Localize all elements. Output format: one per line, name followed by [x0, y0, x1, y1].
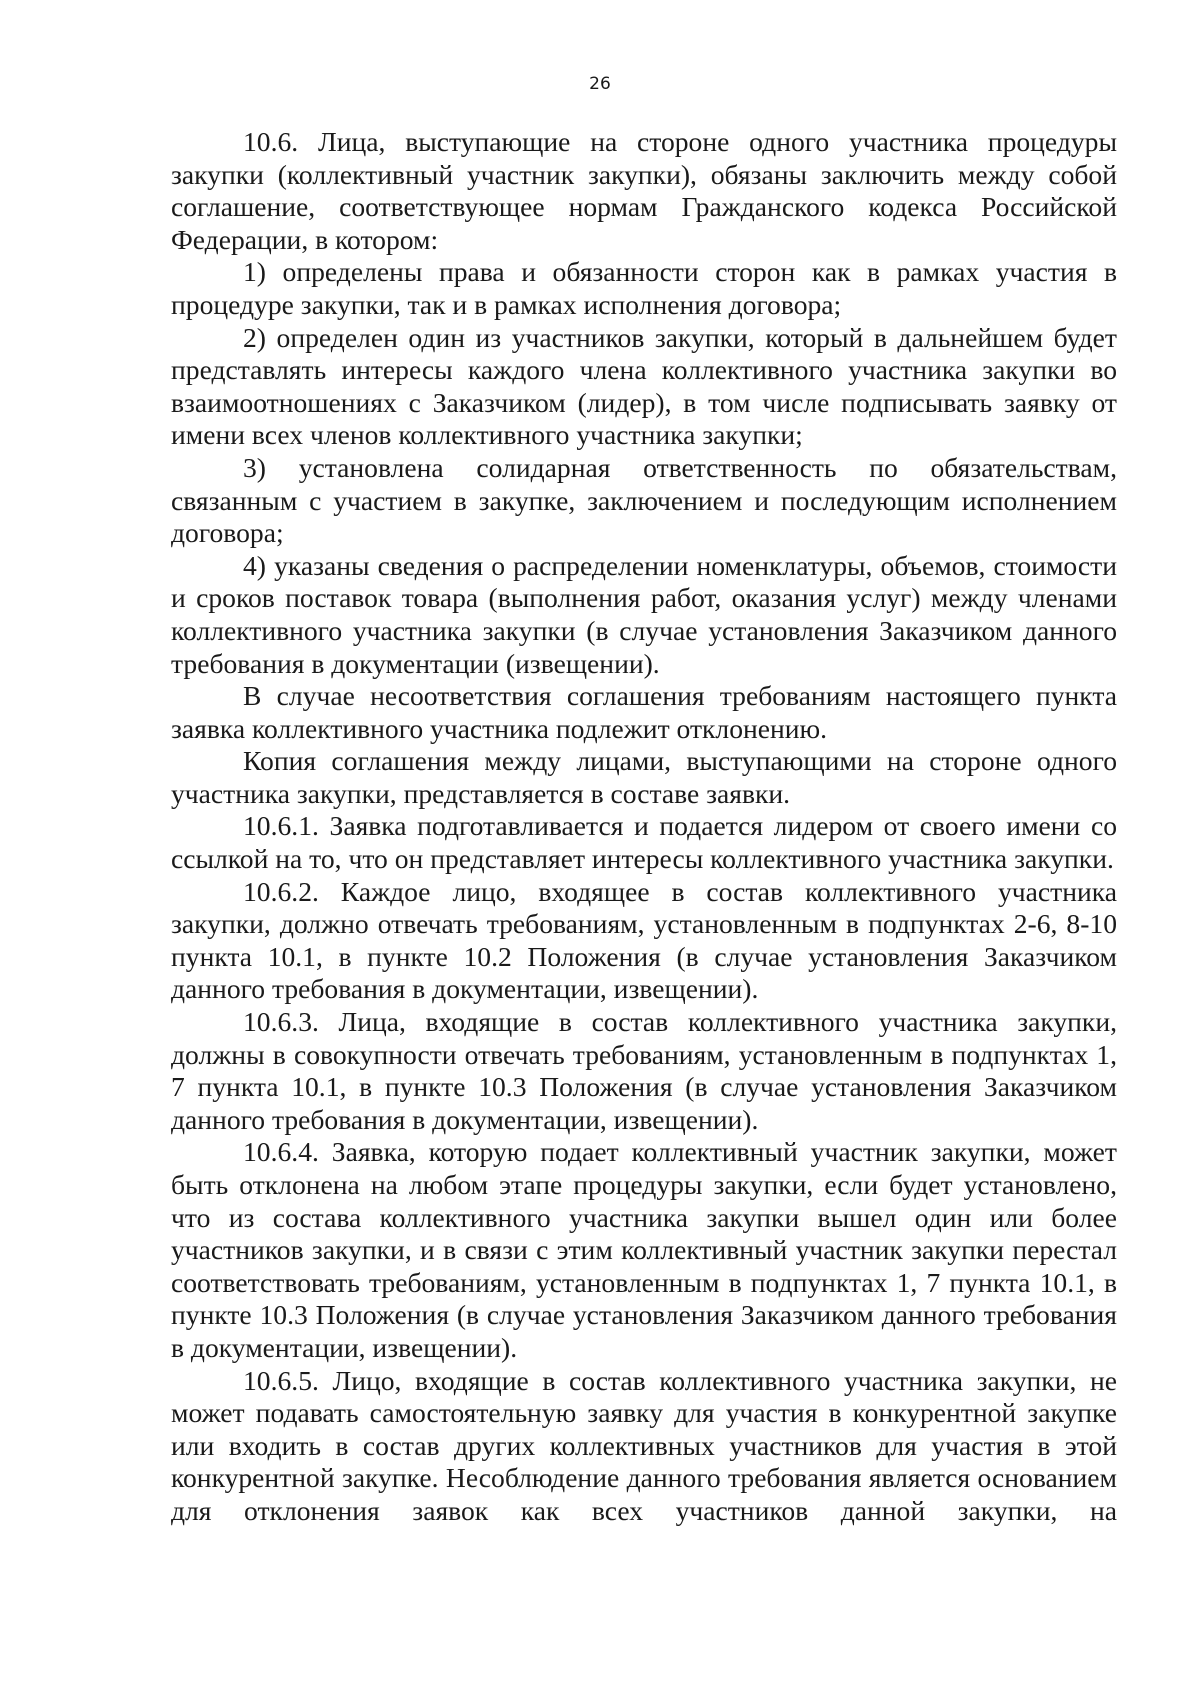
paragraph-nonconformity: В случае несоответствия соглашения требованиям настоящего пункта заявка коллективного участника подлежит отклонению.	[171, 680, 1117, 744]
paragraph-10-6-2: 10.6.2. Каждое лицо, входящее в состав коллективного участника закупки, должно отвечать требованиям, установленным в подпунктах 2-6, 8-10 пункта 10.1, в пункте 10.2 Положения (в случае установления Заказчиком данного требования в документации, извещении).	[171, 875, 1117, 1005]
paragraph-10-6: 10.6. Лица, выступающие на стороне одного участника процедуры закупки (коллективный участник закупки), обязаны заключить между собой соглашение, соответствующее нормам Гражданского кодекса Российской Федерации, в котором:	[171, 126, 1117, 255]
paragraph-agreement-copy: Копия соглашения между лицами, выступающими на стороне одного участника закупки, представляется в составе заявки.	[171, 745, 1117, 809]
paragraph-item-2: 2) определен один из участников закупки, который в дальнейшем будет представлять интересы каждого члена коллективного участника закупки во взаимоотношениях с Заказчиком (лидер), в том числе подписывать заявку от имени всех членов коллективного участника закупки;	[171, 321, 1117, 451]
paragraph-item-4: 4) указаны сведения о распределении номенклатуры, объемов, стоимости и сроков поставок товара (выполнения работ, оказания услуг) между членами коллективного участника закупки (в случае установления Заказчиком данного требования в документации (извещении).	[171, 549, 1117, 679]
paragraph-item-3: 3) установлена солидарная ответственность по обязательствам, связанным с участием в закупке, заключением и последующим исполнением договора;	[171, 451, 1117, 549]
page-number: 26	[589, 74, 611, 94]
paragraph-10-6-1: 10.6.1. Заявка подготавливается и подается лидером от своего имени со ссылкой на то, что он представляет интересы коллективного участника закупки.	[171, 810, 1117, 875]
paragraph-item-1: 1) определены права и обязанности сторон как в рамках участия в процедуре закупки, так и в рамках исполнения договора;	[171, 256, 1117, 320]
paragraph-10-6-4: 10.6.4. Заявка, которую подает коллективный участник закупки, может быть отклонена на любом этапе процедуры закупки, если будет установлено, что из состава коллективного участника закупки вышел один или более участников закупки, и в связи с этим коллективный участник закупки перестал соответствовать требованиям, установленным в подпунктах 1, 7 пункта 10.1, в пункте 10.3 Положения (в случае установления Заказчиком данного требования в документации, извещении).	[171, 1136, 1117, 1363]
document-body	[171, 126, 1117, 1528]
paragraph-10-6-3: 10.6.3. Лица, входящие в состав коллективного участника закупки, должны в совокупности отвечать требованиям, установленным в подпунктах 1, 7 пункта 10.1, в пункте 10.3 Положения (в случае установления Заказчиком данного требования в документации, извещении).	[171, 1006, 1117, 1135]
paragraph-10-6-5: 10.6.5. Лицо, входящие в состав коллективного участника закупки, не может подавать самостоятельную заявку для участия в конкурентной закупке или входить в состав других коллективных участников для участия в этой конкурентной закупке. Несоблюдение данного требования является основанием для отклонения заявок как всех участников данной закупки, на	[171, 1364, 1117, 1526]
